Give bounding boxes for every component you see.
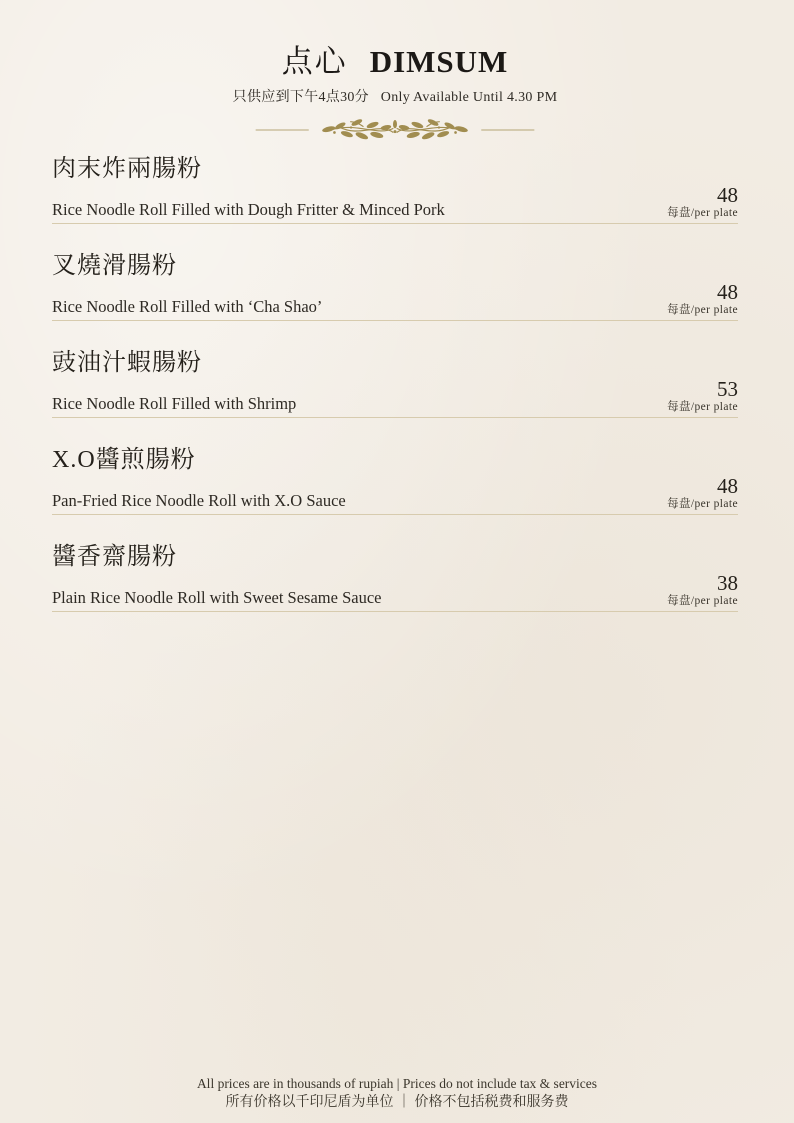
price-unit: 每盘/per plate <box>667 207 738 219</box>
dish-name-english: Rice Noodle Roll Filled with Shrimp <box>52 394 297 413</box>
price-block <box>653 378 738 414</box>
page-title-english: DIMSUM <box>369 44 509 79</box>
dish-name-english: Rice Noodle Roll Filled with ‘Cha Shao’ <box>52 297 323 316</box>
price-value: 48 <box>717 474 738 498</box>
footer-note-english: All prices are in thousands of rupiah | Prices do not include tax & services <box>196 1076 598 1091</box>
dish-name-chinese: 豉油汁蝦腸粉 <box>52 350 202 376</box>
availability-note-english: Only Available Until 4.30 PM <box>380 90 558 105</box>
price-value: 48 <box>717 183 738 207</box>
dish-name-english: Rice Noodle Roll Filled with Dough Fritter & Minced Pork <box>52 200 445 219</box>
price-block <box>653 572 738 608</box>
dish-name-chinese: 醬香齋腸粉 <box>52 544 177 570</box>
price-unit: 每盘/per plate <box>667 498 738 510</box>
dish-detail-row <box>52 378 738 418</box>
price-value: 48 <box>717 280 738 304</box>
menu-header <box>52 42 738 145</box>
price-unit: 每盘/per plate <box>667 595 738 607</box>
price-block <box>653 184 738 220</box>
dish-name-chinese: 叉燒滑腸粉 <box>52 253 177 279</box>
price-value: 53 <box>717 377 738 401</box>
price-unit: 每盘/per plate <box>667 401 738 413</box>
menu-item <box>52 445 738 515</box>
page-title <box>52 42 738 81</box>
dish-detail-row <box>52 475 738 515</box>
dish-detail-row <box>52 572 738 612</box>
price-unit: 每盘/per plate <box>667 304 738 316</box>
price-block <box>653 475 738 511</box>
dish-detail-row <box>52 184 738 224</box>
dish-name-english: Plain Rice Noodle Roll with Sweet Sesame Sauce <box>52 588 382 607</box>
page-title-chinese: 点心 <box>281 44 348 79</box>
price-value: 38 <box>717 571 738 595</box>
footer-note-chinese: 所有价格以千印尼盾为单位 ｜ 价格不包括税费和服务费 <box>225 1095 569 1110</box>
availability-note <box>52 86 738 106</box>
laurel-divider-icon <box>52 115 738 145</box>
availability-note-chinese: 只供应到下午4点30分 <box>232 90 369 105</box>
menu-item <box>52 542 738 612</box>
menu-item <box>52 154 738 224</box>
dish-name-english: Pan-Fried Rice Noodle Roll with X.O Sauce <box>52 491 346 510</box>
menu-item <box>52 251 738 321</box>
menu-item <box>52 348 738 418</box>
dish-name-chinese: X.O醬煎腸粉 <box>52 447 196 473</box>
price-block <box>653 281 738 317</box>
menu-list <box>52 154 738 612</box>
menu-footer <box>0 1075 794 1113</box>
dish-detail-row <box>52 281 738 321</box>
dish-name-chinese: 肉末炸兩腸粉 <box>52 156 202 182</box>
